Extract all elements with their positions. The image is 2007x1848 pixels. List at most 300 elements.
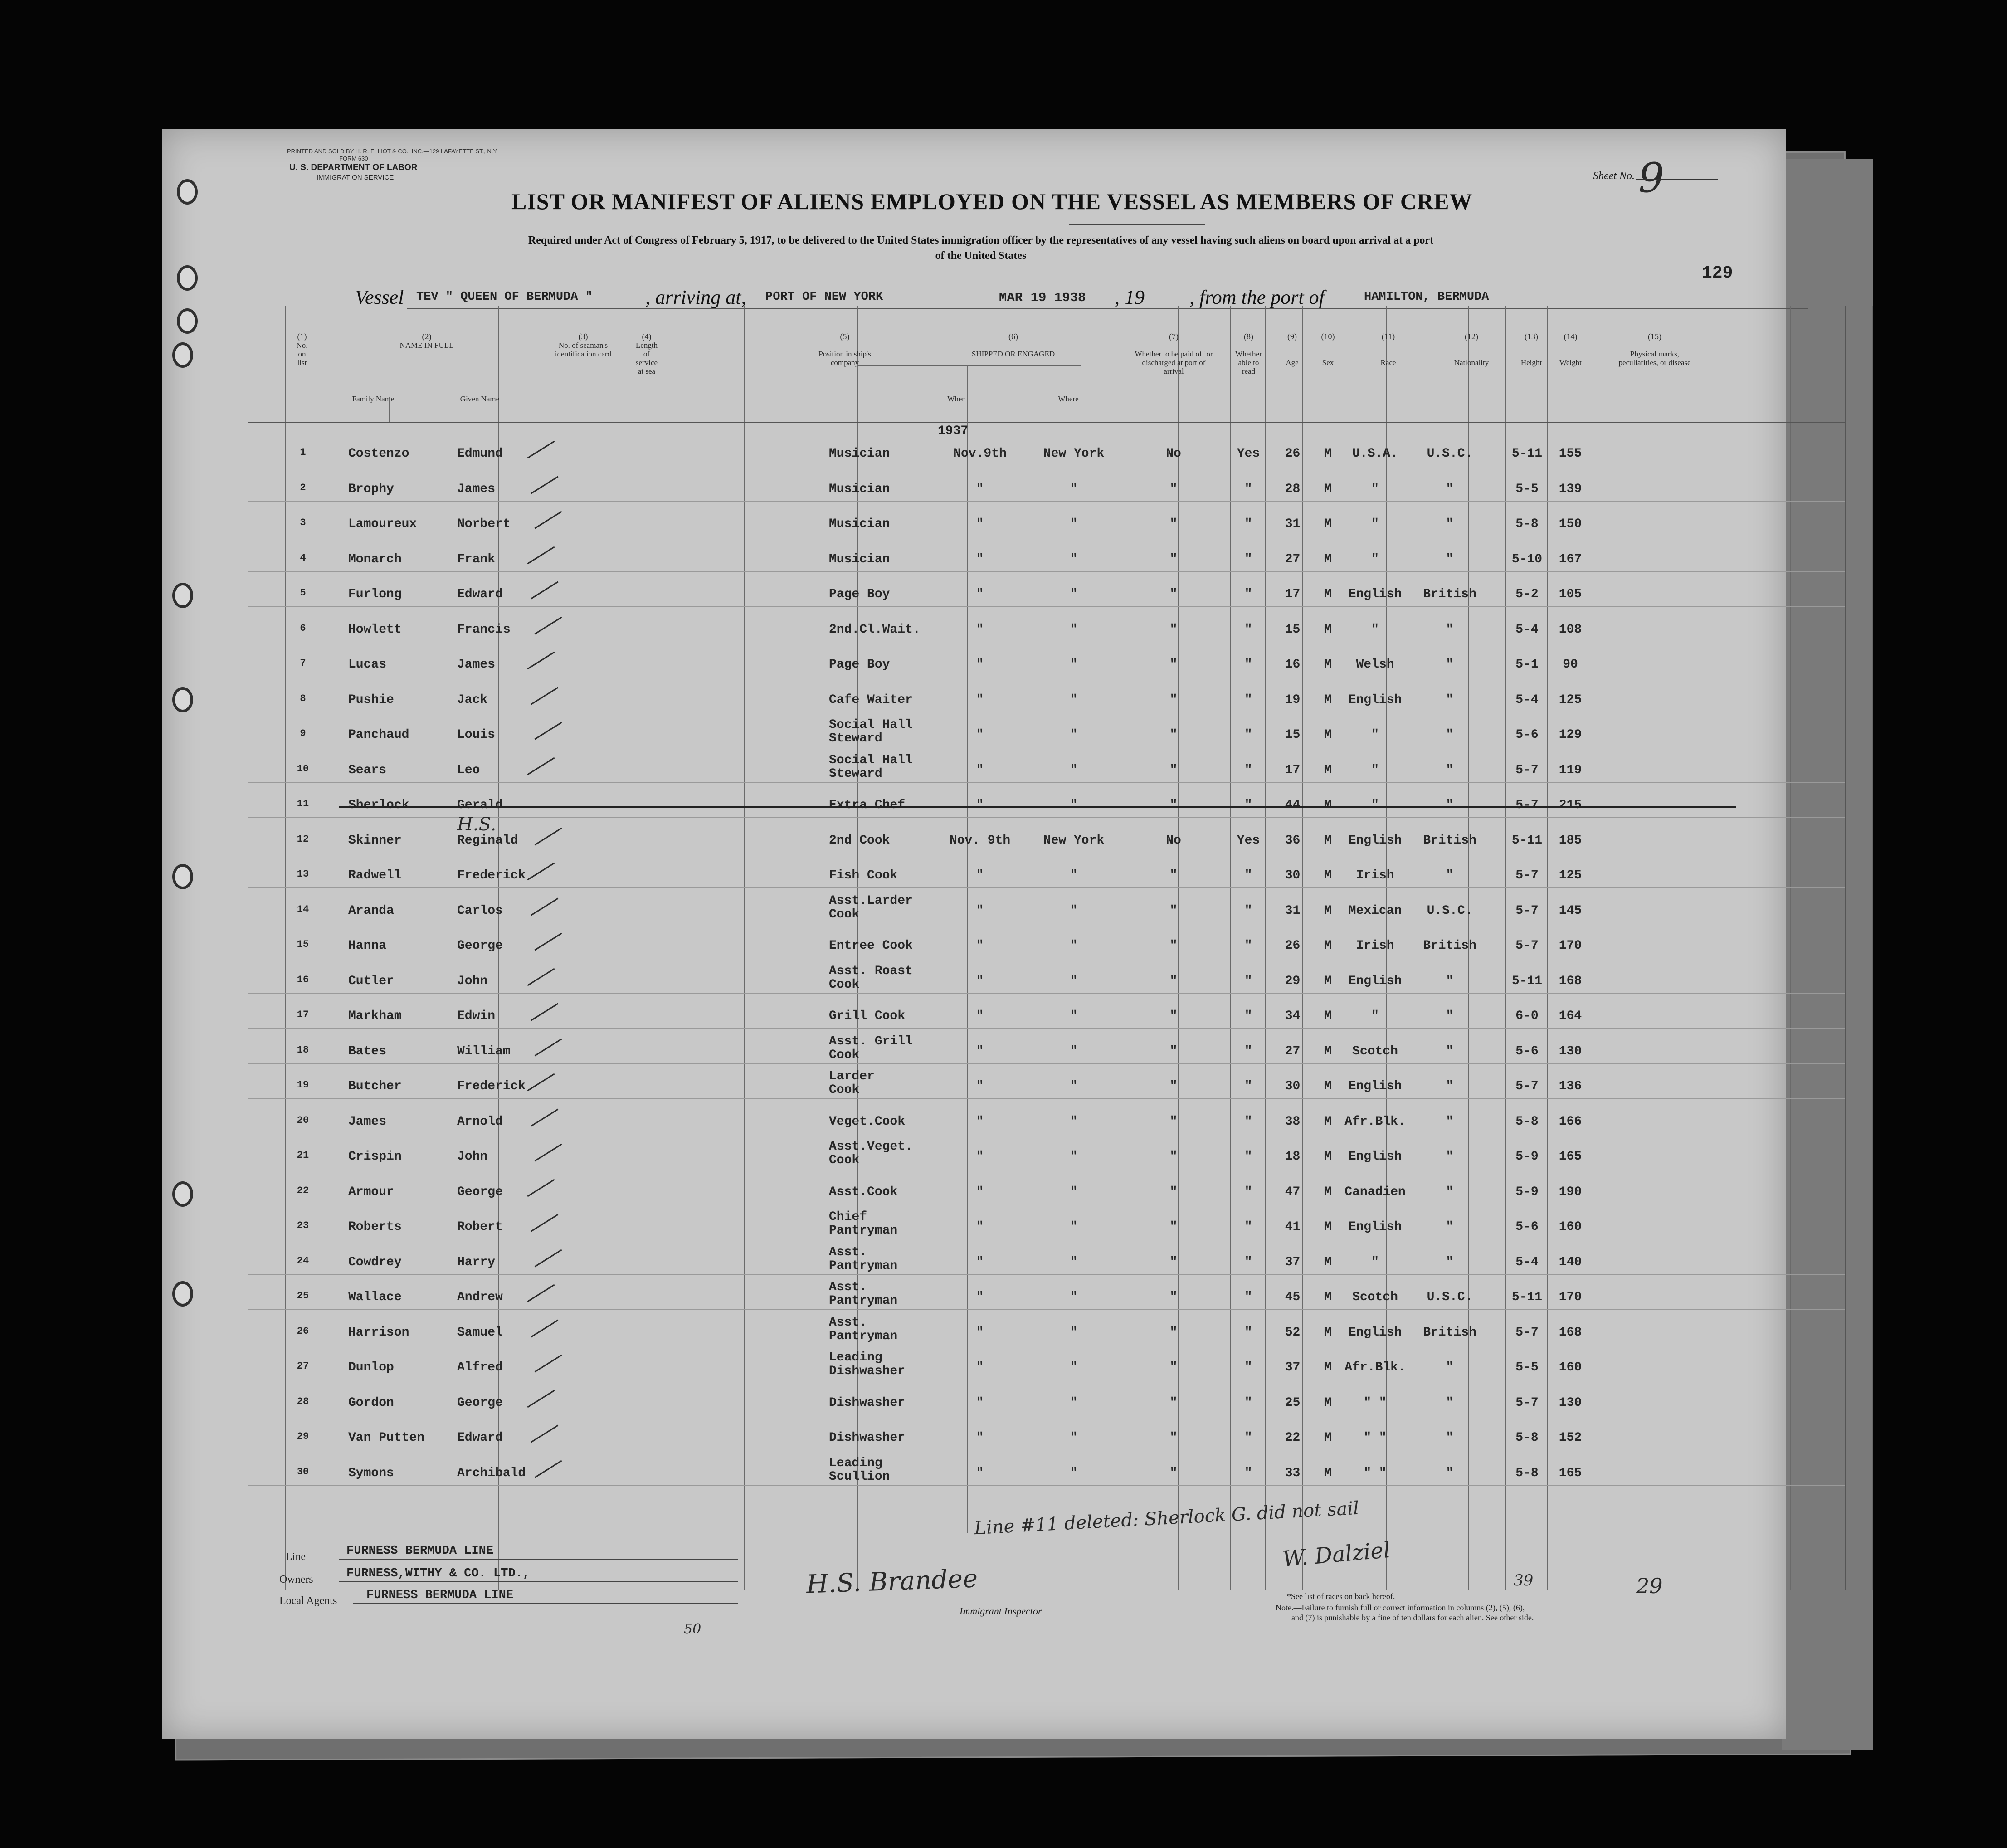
col1-header [284, 332, 320, 367]
given-name: Francis [457, 622, 511, 637]
row-divider [248, 1309, 1845, 1310]
paid-off: No [1166, 833, 1181, 848]
height: 5-6 [1515, 1044, 1539, 1058]
weight: 129 [1559, 728, 1582, 742]
deletion-note: Line #11 deleted: Sherlock G. did not sail [974, 1497, 1359, 1539]
age: 17 [1285, 587, 1301, 601]
nationality: British [1423, 587, 1476, 601]
given-name: John [457, 974, 488, 988]
position-line-2: Cook [829, 977, 860, 992]
paid-off: " [1169, 1431, 1178, 1445]
paid-off: No [1166, 447, 1181, 461]
row-number: 7 [300, 658, 306, 669]
col4-header [624, 332, 669, 375]
paid-off: " [1169, 482, 1178, 496]
shipped-where: " [1070, 1290, 1078, 1304]
position: Leading [829, 1456, 882, 1470]
paid-off: " [1169, 692, 1178, 707]
nationality: " [1446, 1220, 1454, 1234]
agents-rule [353, 1603, 738, 1604]
sex: M [1324, 552, 1332, 566]
race: Scotch [1352, 1290, 1398, 1304]
paid-off: " [1169, 763, 1178, 777]
able-to-read: " [1244, 517, 1252, 531]
age: 19 [1285, 692, 1301, 707]
shipped-when: " [976, 1325, 984, 1340]
owners-rule [339, 1581, 738, 1582]
shipped-where: " [1070, 1360, 1078, 1375]
given-name: Arnold [457, 1114, 503, 1129]
weight: 168 [1559, 974, 1582, 988]
able-to-read: " [1244, 1431, 1252, 1445]
shipped-when: " [976, 552, 984, 566]
row-number: 1 [300, 447, 306, 458]
subtitle [353, 233, 1609, 263]
handwritten-initials: H.S. [457, 814, 497, 835]
weight: 150 [1559, 517, 1582, 531]
family-name: Bates [348, 1044, 387, 1058]
owners-value: FURNESS,WITHY & CO. LTD., [346, 1567, 531, 1580]
paid-off: " [1169, 1325, 1178, 1340]
race: Irish [1356, 939, 1394, 953]
weight: 152 [1559, 1431, 1582, 1445]
shipped-where: New York [1043, 447, 1105, 461]
weight: 168 [1559, 1325, 1582, 1340]
shipped-when: " [976, 1395, 984, 1410]
races-note: *See list of races on back hereof. [1287, 1592, 1395, 1601]
family-name: Panchaud [348, 728, 409, 742]
race: " " [1364, 1395, 1387, 1410]
shipped-when: " [976, 798, 984, 812]
sex: M [1324, 517, 1332, 531]
col5-header [788, 332, 901, 367]
nationality: " [1446, 1150, 1454, 1164]
sex: M [1324, 447, 1332, 461]
sex: M [1324, 1466, 1332, 1480]
col6-num: (6) [1008, 332, 1018, 341]
shipped-where: " [1070, 798, 1078, 812]
row-number: 14 [297, 903, 309, 915]
race: English [1348, 587, 1402, 601]
family-name: Wallace [348, 1290, 402, 1304]
col4-num: (4) [642, 332, 652, 341]
col11-label: Race [1380, 358, 1396, 367]
sex: M [1324, 1114, 1332, 1129]
line-rule [339, 1559, 738, 1560]
row-number: 23 [297, 1220, 309, 1231]
col12-header [1430, 332, 1513, 367]
paid-off: " [1169, 1466, 1178, 1480]
age: 31 [1285, 903, 1301, 918]
position-line-2: Pantryman [829, 1329, 898, 1343]
able-to-read: " [1244, 939, 1252, 953]
race: Welsh [1356, 658, 1394, 672]
shipped-where: " [1070, 587, 1078, 601]
sex: M [1324, 587, 1332, 601]
shipped-when: Nov.9th [953, 447, 1007, 461]
weight: 130 [1559, 1044, 1582, 1058]
shipped-where: " [1070, 517, 1078, 531]
height: 5-6 [1515, 728, 1539, 742]
height: 5-11 [1511, 974, 1543, 988]
paid-off: " [1169, 903, 1178, 918]
position: Page Boy [829, 587, 890, 601]
handwritten-number: 39 [1514, 1571, 1534, 1590]
paid-off: " [1169, 1044, 1178, 1058]
binder-hole [177, 265, 198, 291]
paid-off: " [1169, 1220, 1178, 1234]
shipped-where: " [1070, 1255, 1078, 1269]
position-line-2: Cook [829, 1153, 860, 1167]
able-to-read: " [1244, 1290, 1252, 1304]
paid-off: " [1169, 587, 1178, 601]
shipped-where: " [1070, 658, 1078, 672]
given-name: Samuel [457, 1325, 503, 1340]
weight: 105 [1559, 587, 1582, 601]
col2-label: NAME IN FULL [399, 341, 454, 350]
given-name: John [457, 1150, 488, 1164]
row-divider [248, 1098, 1845, 1099]
position-line-2: Cook [829, 1083, 860, 1097]
family-name: Costenzo [348, 447, 409, 461]
race: Canadien [1344, 1185, 1406, 1199]
shipped-where: " [1070, 763, 1078, 777]
race: " [1371, 482, 1379, 496]
nationality: U.S.C. [1427, 447, 1473, 461]
paid-off: " [1169, 1185, 1178, 1199]
row-number: 9 [300, 728, 306, 739]
col-divider [1872, 306, 1873, 1590]
position: Asst. Roast [829, 964, 913, 978]
col2-header [320, 332, 533, 350]
able-to-read: " [1244, 903, 1252, 918]
row-number: 27 [297, 1360, 309, 1372]
binder-hole [172, 1281, 193, 1307]
weight: 164 [1559, 1009, 1582, 1023]
shipped-when: " [976, 587, 984, 601]
race: " [1371, 1009, 1379, 1023]
given-name: Edmund [457, 447, 503, 461]
able-to-read: " [1244, 1079, 1252, 1093]
col12-num: (12) [1465, 332, 1478, 341]
weight: 145 [1559, 903, 1582, 918]
family-name: Lamoureux [348, 517, 417, 531]
age: 34 [1285, 1009, 1301, 1023]
row-number: 22 [297, 1185, 309, 1196]
sex: M [1324, 833, 1332, 848]
col13-header [1513, 332, 1550, 367]
family-name: Hanna [348, 939, 387, 953]
shipped-where: " [1070, 868, 1078, 883]
paid-off: " [1169, 1290, 1178, 1304]
race: Scotch [1352, 1044, 1398, 1058]
position: Musician [829, 482, 890, 496]
owners-label: Owners [279, 1574, 313, 1585]
able-to-read: " [1244, 482, 1252, 496]
given-name: Frederick [457, 868, 526, 883]
shipped-where: " [1070, 728, 1078, 742]
col8-num: (8) [1244, 332, 1253, 341]
col5-num: (5) [840, 332, 850, 341]
family-name: Sherlock [348, 798, 409, 812]
able-to-read: " [1244, 1325, 1252, 1340]
col14-header [1550, 332, 1591, 367]
position: Grill Cook [829, 1009, 906, 1023]
height: 5-10 [1511, 552, 1543, 566]
row-number: 8 [300, 692, 306, 704]
able-to-read: " [1244, 658, 1252, 672]
shipped-where: " [1070, 1044, 1078, 1058]
race: U.S.A. [1352, 447, 1398, 461]
able-to-read: Yes [1237, 447, 1260, 461]
row-number: 30 [297, 1466, 309, 1477]
family-name-header: Family Name [352, 395, 395, 403]
col7-header [1125, 332, 1223, 375]
nationality: " [1446, 1255, 1454, 1269]
nationality: " [1446, 1079, 1454, 1093]
race: Irish [1356, 868, 1394, 883]
given-name: George [457, 1395, 503, 1410]
col-divider [744, 306, 745, 1590]
line-label: Line [286, 1551, 306, 1563]
inspector-signature: H.S. Brandee [805, 1564, 979, 1599]
vessel-label: Vessel [355, 286, 404, 308]
sex: M [1324, 1325, 1332, 1340]
row-number: 5 [300, 587, 306, 599]
race: English [1348, 1325, 1402, 1340]
nationality: " [1446, 728, 1454, 742]
nationality: " [1446, 517, 1454, 531]
paid-off: " [1169, 517, 1178, 531]
col13-label: Height [1520, 358, 1542, 367]
shipped-when: " [976, 1009, 984, 1023]
position: Musician [829, 447, 890, 461]
age: 33 [1285, 1466, 1301, 1480]
able-to-read: " [1244, 692, 1252, 707]
race: " [1371, 763, 1379, 777]
race: Mexican [1348, 903, 1402, 918]
able-to-read: " [1244, 1044, 1252, 1058]
given-name-header: Given Name [460, 395, 500, 403]
nationality: " [1446, 1360, 1454, 1375]
paid-off: " [1169, 1079, 1178, 1093]
paid-off: " [1169, 868, 1178, 883]
shipped-when: " [976, 1220, 984, 1234]
nationality: " [1446, 622, 1454, 637]
family-name: Skinner [348, 833, 402, 848]
shipped-when: " [976, 763, 984, 777]
age: 30 [1285, 868, 1301, 883]
shipped-where: " [1070, 1466, 1078, 1480]
able-to-read: " [1244, 1185, 1252, 1199]
family-name: Butcher [348, 1079, 402, 1093]
nationality: U.S.C. [1427, 903, 1473, 918]
given-name: James [457, 658, 496, 672]
col6-label: SHIPPED OR ENGAGED [971, 350, 1055, 358]
col1-num: (1) [297, 332, 307, 341]
able-to-read: " [1244, 552, 1252, 566]
row-number: 13 [297, 868, 309, 880]
position: Fish Cook [829, 868, 898, 883]
shipped-where: " [1070, 1185, 1078, 1199]
year-note: 1937 [938, 424, 969, 438]
position: Asst.Veget. [829, 1140, 913, 1154]
given-name: Leo [457, 763, 480, 777]
able-to-read: " [1244, 1150, 1252, 1164]
nationality: " [1446, 692, 1454, 707]
age: 29 [1285, 974, 1301, 988]
page-title: LIST OR MANIFEST OF ALIENS EMPLOYED ON THE VESSEL AS MEMBERS OF CREW [511, 189, 1473, 214]
shipped-where: " [1070, 974, 1078, 988]
col1-label: No. on list [296, 341, 308, 367]
paid-off: " [1169, 1114, 1178, 1129]
family-name: Gordon [348, 1395, 394, 1410]
nationality: British [1423, 833, 1476, 848]
height: 5-5 [1515, 482, 1539, 496]
shipped-when: " [976, 1150, 984, 1164]
penalty-note-2: and (7) is punishable by a fine of ten dollars for each alien. See other side. [1291, 1613, 1534, 1622]
shipped-where: " [1070, 903, 1078, 918]
port-of-arrival: PORT OF NEW YORK [765, 290, 883, 304]
shipped-when: " [976, 1079, 984, 1093]
shipped-when: " [976, 974, 984, 988]
binder-hole [177, 308, 198, 334]
able-to-read: " [1244, 763, 1252, 777]
sex: M [1324, 1395, 1332, 1410]
col10-num: (10) [1321, 332, 1335, 341]
nationality: " [1446, 1431, 1454, 1445]
shipped-when: " [976, 482, 984, 496]
height: 5-9 [1515, 1185, 1539, 1199]
position: Asst. [829, 1280, 867, 1294]
paid-off: " [1169, 974, 1178, 988]
race: English [1348, 974, 1402, 988]
nationality: " [1446, 763, 1454, 777]
given-name: Alfred [457, 1360, 503, 1375]
age: 18 [1285, 1150, 1301, 1164]
position: Social Hall [829, 753, 913, 767]
col4-label: Length of service at sea [635, 341, 658, 375]
age: 25 [1285, 1395, 1301, 1410]
position: Musician [829, 552, 890, 566]
given-name: Andrew [457, 1290, 503, 1304]
sex: M [1324, 1220, 1332, 1234]
given-name: James [457, 482, 496, 496]
age: 15 [1285, 728, 1301, 742]
weight: 90 [1563, 658, 1578, 672]
from-port: HAMILTON, BERMUDA [1364, 290, 1489, 304]
height: 5-7 [1515, 798, 1539, 812]
able-to-read: Yes [1237, 833, 1260, 848]
race: " [1371, 622, 1379, 637]
position: Asst.Cook [829, 1185, 898, 1199]
age: 16 [1285, 658, 1301, 672]
col3-header [542, 332, 624, 358]
shipped-when: " [976, 728, 984, 742]
position: Entree Cook [829, 939, 913, 953]
sex: M [1324, 939, 1332, 953]
binder-hole [177, 179, 198, 205]
row-number: 4 [300, 552, 306, 564]
given-name: Robert [457, 1220, 503, 1234]
position-line-2: Pantryman [829, 1294, 898, 1308]
row-divider [248, 571, 1845, 572]
shipped-when: " [976, 1185, 984, 1199]
row-number: 3 [300, 517, 306, 528]
row-number: 17 [297, 1009, 309, 1020]
given-name: George [457, 1185, 503, 1199]
col5-label: Position in ship's company [818, 350, 871, 367]
shipped-when: " [976, 903, 984, 918]
col-divider [1790, 306, 1791, 1590]
sex: M [1324, 1255, 1332, 1269]
col8-header [1223, 332, 1275, 375]
sex: M [1324, 798, 1332, 812]
weight: 170 [1559, 1290, 1582, 1304]
officer-signature: W. Dalziel [1281, 1537, 1392, 1572]
nationality: " [1446, 1466, 1454, 1480]
able-to-read: " [1244, 1009, 1252, 1023]
shipped-when: " [976, 1290, 984, 1304]
binder-hole [172, 583, 193, 608]
given-name: Louis [457, 728, 496, 742]
family-name: Van Putten [348, 1431, 425, 1445]
age: 26 [1285, 939, 1301, 953]
able-to-read: " [1244, 868, 1252, 883]
row-number: 20 [297, 1114, 309, 1126]
weight: 166 [1559, 1114, 1582, 1129]
race: English [1348, 692, 1402, 707]
age: 41 [1285, 1220, 1301, 1234]
age: 31 [1285, 517, 1301, 531]
height: 5-7 [1515, 939, 1539, 953]
col14-label: Weight [1559, 358, 1582, 367]
shipped-where: New York [1043, 833, 1105, 848]
handwritten-number: 50 [684, 1621, 701, 1637]
race: " " [1364, 1431, 1387, 1445]
weight: 170 [1559, 939, 1582, 953]
position: Social Hall [829, 718, 913, 732]
position-line-2: Scullion [829, 1469, 890, 1484]
row-divider [248, 993, 1845, 994]
nationality: " [1446, 1185, 1454, 1199]
col3-num: (3) [578, 332, 588, 341]
weight: 140 [1559, 1255, 1582, 1269]
shipped-where: " [1070, 1079, 1078, 1093]
position: Leading [829, 1351, 882, 1365]
age: 37 [1285, 1360, 1301, 1375]
race: " [1371, 552, 1379, 566]
sex: M [1324, 903, 1332, 918]
paid-off: " [1169, 728, 1178, 742]
date-stamp: MAR 19 1938 [999, 290, 1086, 305]
position-line-2: Cook [829, 1048, 860, 1062]
given-name: William [457, 1044, 511, 1058]
shipped-where: " [1070, 622, 1078, 637]
shipped-when: " [976, 1360, 984, 1375]
col15-num: (15) [1648, 332, 1661, 341]
age: 45 [1285, 1290, 1301, 1304]
sheet-number: 9 [1638, 154, 1665, 202]
position-line-2: Steward [829, 766, 882, 781]
race: Afr.Blk. [1344, 1360, 1406, 1375]
family-name: Roberts [348, 1220, 402, 1234]
col6-header [901, 332, 1125, 358]
row-number: 12 [297, 833, 309, 845]
title-rule [1069, 224, 1205, 225]
shipped-when: " [976, 1044, 984, 1058]
position-line-2: Steward [829, 731, 882, 746]
